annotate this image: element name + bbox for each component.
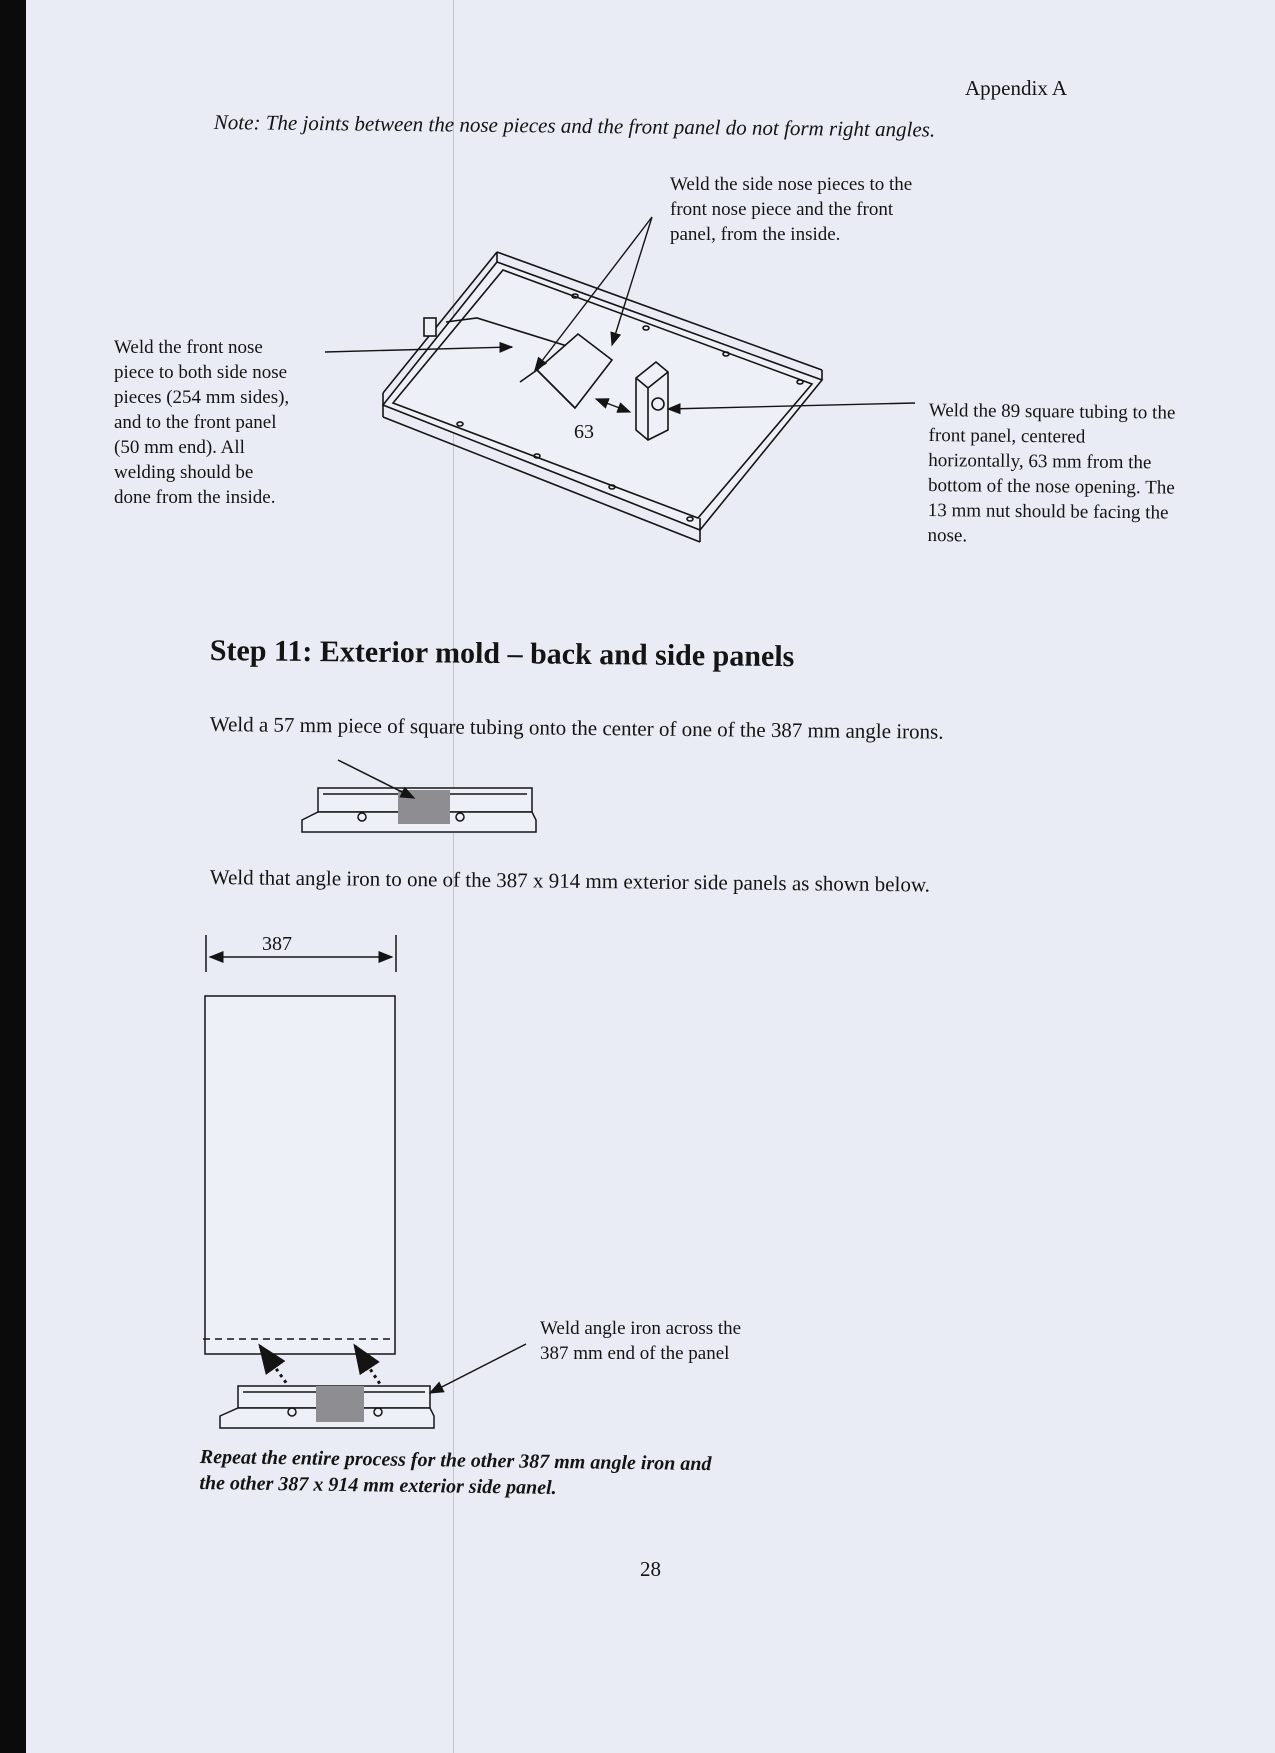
- instruction-2: Weld that angle iron to one of the 387 x 914 mm exterior side panels as shown below.: [209, 865, 931, 897]
- repeat-instruction: Repeat the entire process for the other 387 mm angle iron and the other 387 x 914 mm exterior side panel.: [199, 1445, 712, 1499]
- angle-iron-drawing: [302, 760, 536, 832]
- instruction-1: Weld a 57 mm piece of square tubing onto the center of one of the 387 mm angle irons.: [209, 712, 944, 744]
- step-heading: Step 11: Exterior mold – back and side panels: [209, 634, 795, 674]
- width-dimension: [206, 935, 396, 972]
- side-panel-drawing: [203, 996, 395, 1384]
- front-panel-drawing: [383, 252, 822, 542]
- lower-angle-iron-drawing: [220, 1344, 526, 1428]
- appendix-header: Appendix A: [965, 76, 1068, 100]
- callout-front-nose: Weld the front nose piece to both side nose pieces (254 mm sides), and to the front panel (50 mm end). All welding should be done from the inside.: [114, 337, 290, 508]
- page-number: 28: [640, 1557, 661, 1581]
- offset-label: 63: [574, 421, 594, 443]
- width-label: 387: [262, 933, 292, 955]
- callout-side-nose: Weld the side nose pieces to the front nose piece and the front panel, from the inside.: [670, 174, 913, 245]
- callout-angle-iron-end: Weld angle iron across the 387 mm end of the panel: [540, 1318, 742, 1364]
- callout-square-tubing: Weld the 89 square tubing to the front panel, centered horizontally, 63 mm from the bottom of the nose opening. The 13 mm nut should be facing the nose.: [927, 399, 1176, 547]
- note-text: Note: The joints between the nose pieces and the front panel do not form right angles.: [213, 110, 936, 142]
